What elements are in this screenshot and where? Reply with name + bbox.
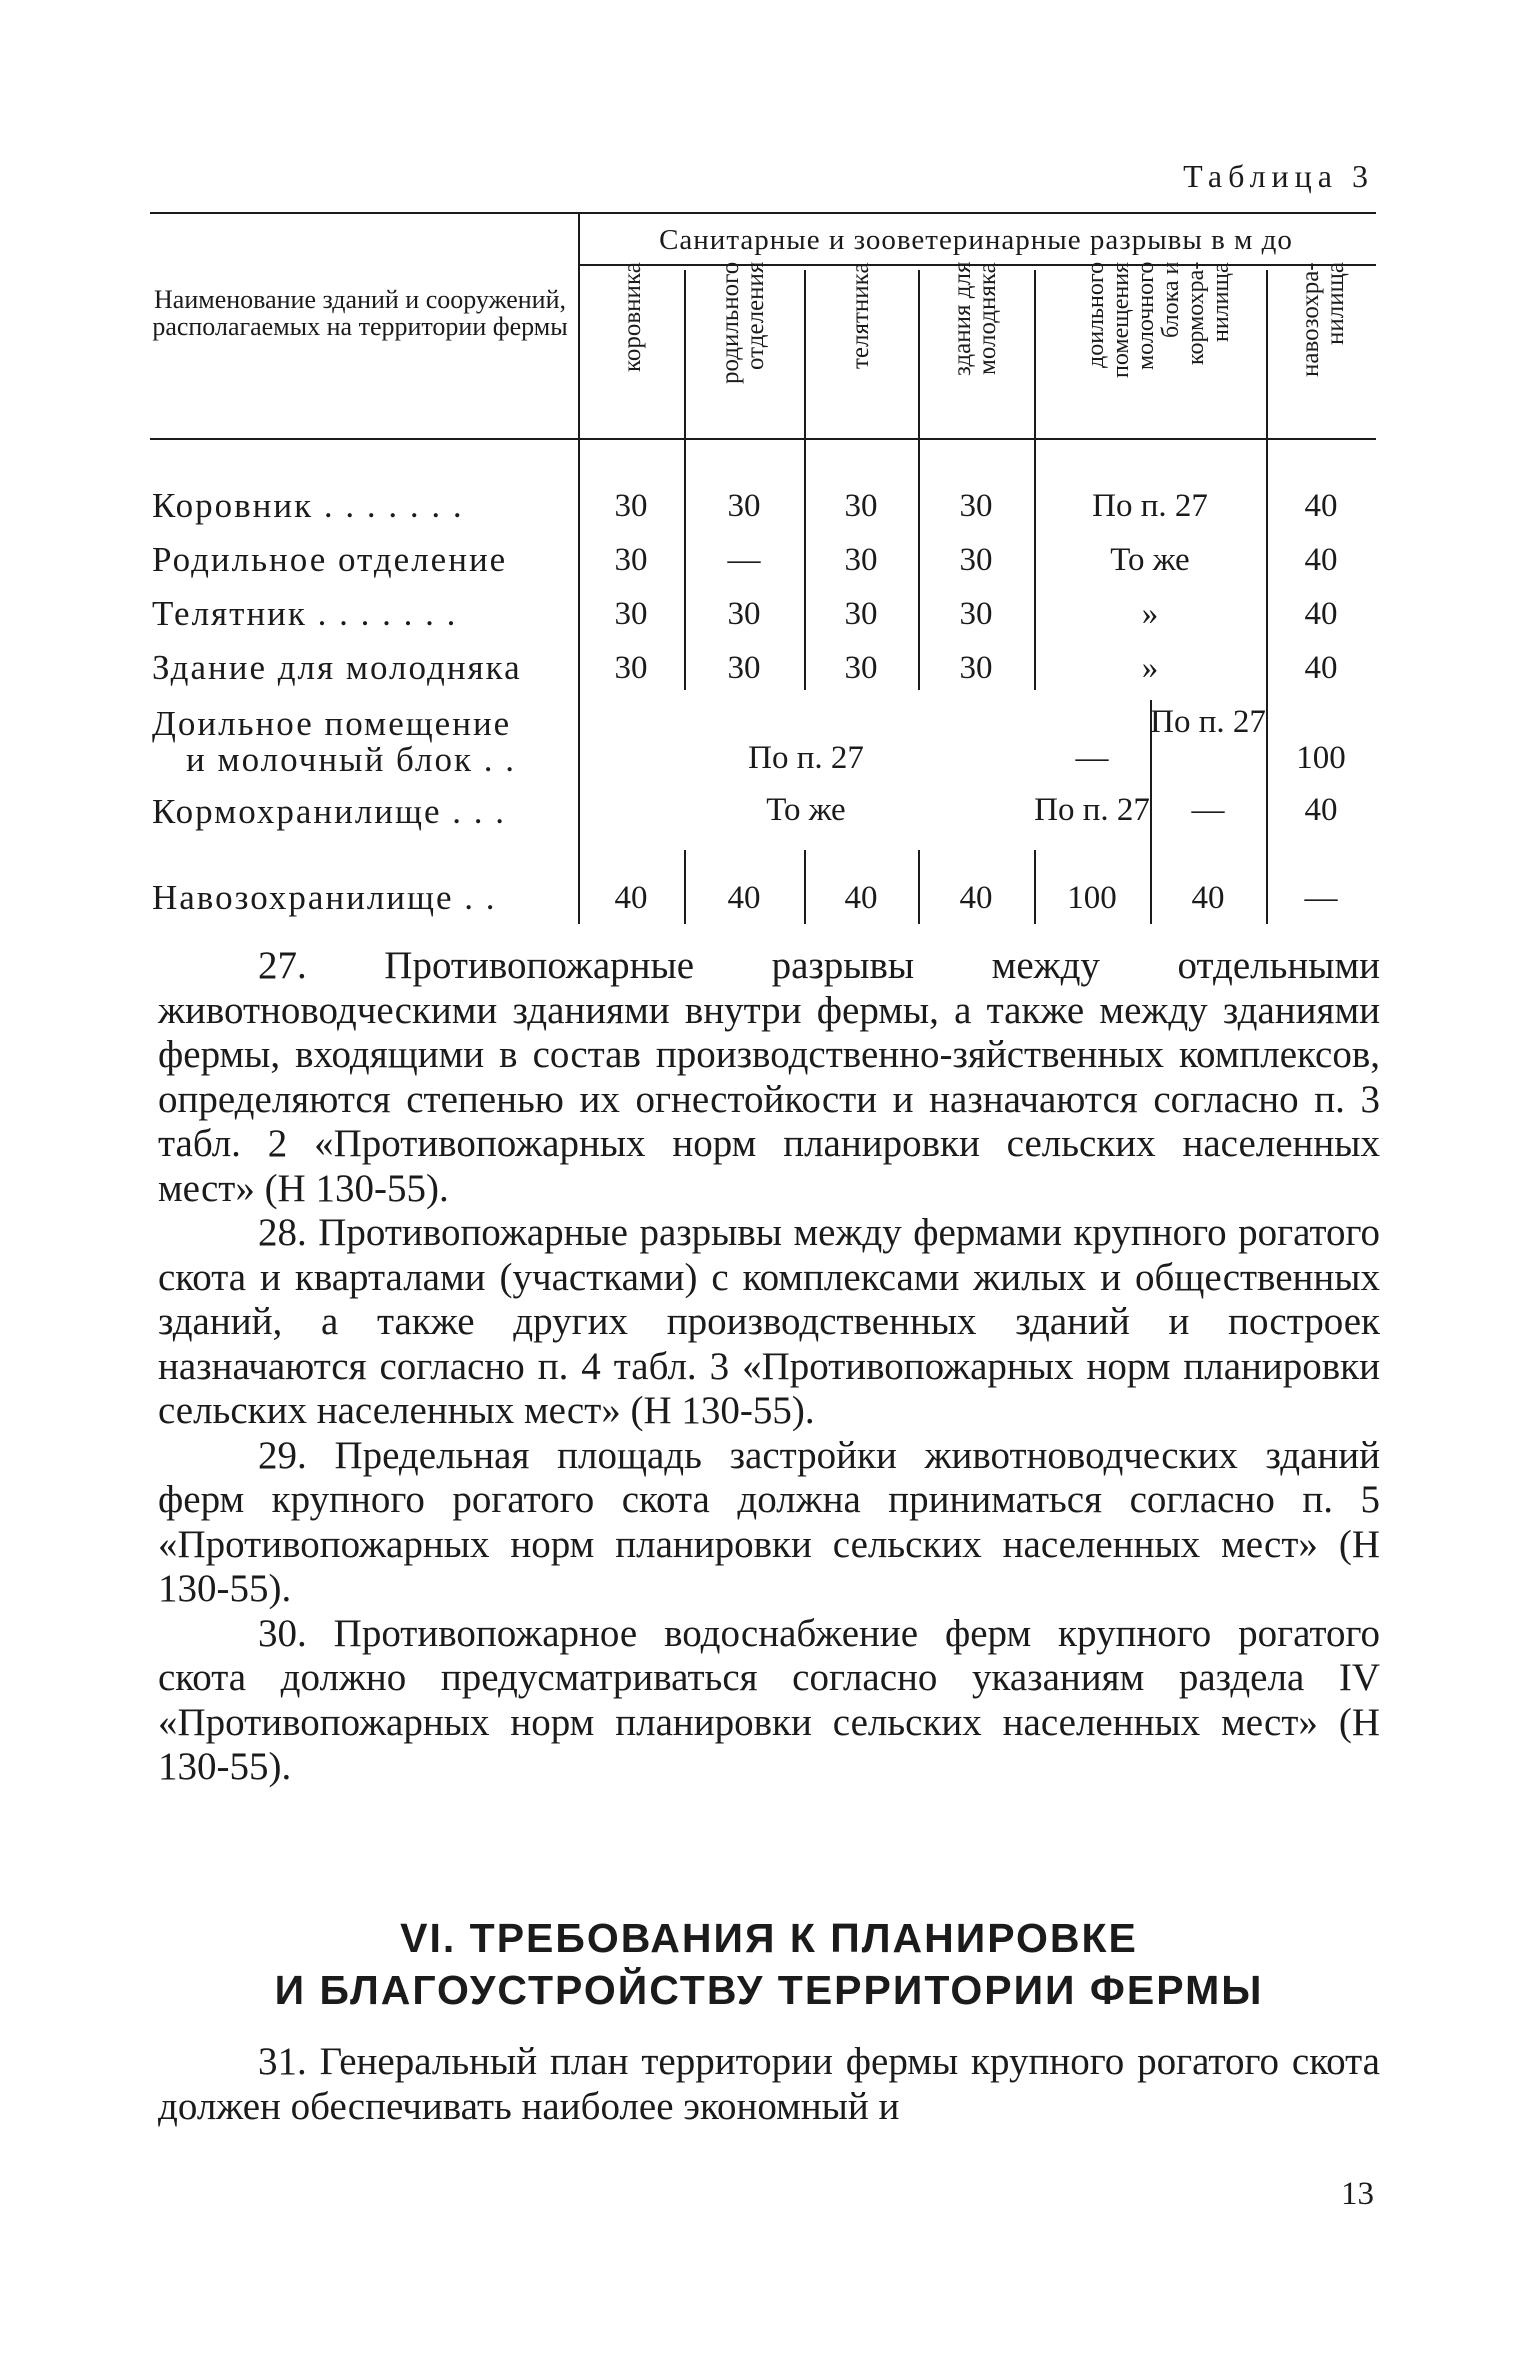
table-cell: 30 xyxy=(727,650,761,686)
row-name: Коровник . . . . . . . xyxy=(152,486,464,525)
row-name: Родильное отделение xyxy=(152,540,508,579)
table-top-rule xyxy=(150,212,1376,214)
table-header-main: Санитарные и зооветеринарные разрывы в м до xyxy=(659,224,1293,256)
table-cell: 30 xyxy=(614,488,648,524)
table-cell: 100 xyxy=(1296,740,1346,776)
table-cell: 30 xyxy=(727,488,761,524)
col-header: доильного помещения молочного блока и кормохра-нилища xyxy=(1083,262,1234,379)
paragraph: 27. Противопожарные разрывы между отдельными животноводческими зданиями внутри фермы, а также между зданиями фермы, входящими в состав производственно-зяйственных комплексов, определяются степенью их огнестойкости и назначаются согласно п. 3 табл. 2 «Противопожарных норм планировки сельских населенных мест» (Н 130-55). xyxy=(158,944,1380,1210)
table-cell: По п. 27 xyxy=(1092,488,1208,524)
table-cell: — xyxy=(727,542,761,578)
row-name: Навозохранилище . . xyxy=(152,878,497,917)
table-cell: 30 xyxy=(959,488,993,524)
header-bottom-rule xyxy=(150,438,1376,440)
table-cell: 30 xyxy=(844,596,878,632)
body-text xyxy=(158,2040,1380,2129)
col-divider xyxy=(684,270,686,438)
col-header: телятника xyxy=(847,262,874,369)
table-cell: 30 xyxy=(959,596,993,632)
table-cell: 30 xyxy=(614,542,648,578)
paragraph: 30. Противопожарное водоснабжение ферм крупного рогатого скота должно предусматриваться согласно указаниям раздела IV «Противопожарных норм планировки сельских населенных мест» (Н 130-55). xyxy=(158,1611,1380,1788)
col-header: коровника xyxy=(619,262,646,372)
paragraph: 29. Предельная площадь застройки животноводческих зданий ферм крупного рогатого скота должна приниматься согласно п. 5 «Противопожарных норм планировки сельских населенных мест» (Н 130-55). xyxy=(158,1433,1380,1610)
col-divider xyxy=(804,270,806,438)
table-cell: — xyxy=(1075,740,1109,776)
section-heading-line: И БЛАГОУСТРОЙСТВУ ТЕРРИТОРИИ ФЕРМЫ xyxy=(274,1967,1264,2013)
table-cell: 40 xyxy=(1304,542,1338,578)
table-cell: 40 xyxy=(1191,880,1225,916)
table-cell: 40 xyxy=(959,880,993,916)
row-name: Здание для молодняка xyxy=(152,648,522,687)
col-header: родильного отделения xyxy=(717,262,769,385)
table-cell: 40 xyxy=(1304,650,1338,686)
table-cell: То же xyxy=(766,792,846,828)
page-number: 13 xyxy=(1341,2176,1374,2212)
table-cell: 30 xyxy=(959,542,993,578)
table-cell: 40 xyxy=(1304,596,1338,632)
table-cell: 30 xyxy=(844,542,878,578)
col-header: навозохра-нилища xyxy=(1297,262,1349,377)
col-header: здания для молодняка xyxy=(949,262,1001,377)
row-name: и молочный блок . . xyxy=(186,740,516,779)
table-cell: 30 xyxy=(727,596,761,632)
table-cell: 40 xyxy=(844,880,878,916)
table-cell: 100 xyxy=(1067,880,1117,916)
table-header-name: Наименование зданий и сооружений, располагаемых на территории фермы xyxy=(152,285,568,341)
table-cell: » xyxy=(1141,596,1159,632)
body-text xyxy=(158,944,1380,1790)
table-cell-text: По п. 27 xyxy=(1150,704,1266,740)
table-cell: » xyxy=(1141,650,1159,686)
table-caption: Таблица 3 xyxy=(1183,158,1374,194)
col-divider xyxy=(1266,270,1268,438)
col-divider xyxy=(918,270,920,438)
table-cell-text: По п. 27 xyxy=(1034,792,1150,828)
table-cell: 30 xyxy=(844,650,878,686)
table-cell: — xyxy=(1304,880,1338,916)
table-cell: По п. 27 xyxy=(748,740,864,776)
table-cell: 30 xyxy=(614,596,648,632)
col-divider xyxy=(1034,270,1036,438)
table-cell: 40 xyxy=(1304,488,1338,524)
table-cell: 30 xyxy=(959,650,993,686)
paragraph: 31. Генеральный план территории фермы крупного рогатого скота должен обеспечивать наиболее экономный и xyxy=(158,2040,1380,2128)
table-cell: 40 xyxy=(614,880,648,916)
row-name: Доильное помещение xyxy=(152,704,512,743)
table-cell: 40 xyxy=(727,880,761,916)
table-cell: То же xyxy=(1110,542,1190,578)
table-cell xyxy=(1034,792,1150,828)
table-cell: 30 xyxy=(614,650,648,686)
section-heading xyxy=(158,1912,1380,2016)
table-cell: — xyxy=(1191,792,1225,828)
row-name: Кормохранилище . . . xyxy=(152,792,507,831)
paragraph: 28. Противопожарные разрывы между фермами крупного рогатого скота и кварталами (участками) с комплексами жилых и общественных зданий, а также других производственных зданий и построек назначаются согласно п. 4 табл. 3 «Противопожарных норм планировки сельских населенных мест» (Н 130-55). xyxy=(158,1211,1380,1432)
row-name: Телятник . . . . . . . xyxy=(152,594,458,633)
table-cell: 30 xyxy=(844,488,878,524)
table-cell xyxy=(1150,704,1266,740)
section-heading-line: VI. ТРЕБОВАНИЯ К ПЛАНИРОВКЕ xyxy=(400,1915,1138,1961)
table-cell: 40 xyxy=(1304,792,1338,828)
